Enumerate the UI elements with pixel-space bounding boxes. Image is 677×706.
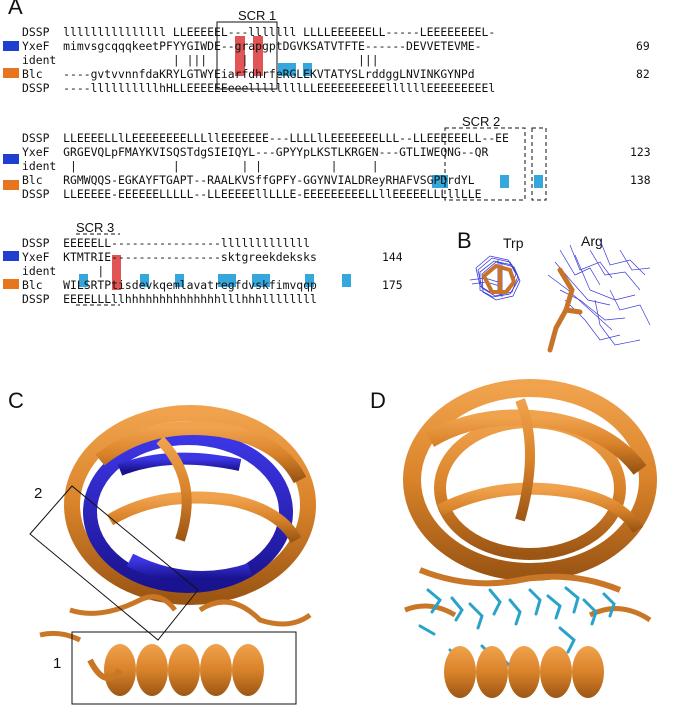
block3-yxef-seq: YxeF KTMTRIE----------------sktgreekdeksks — [22, 250, 317, 264]
panel-label-d: D — [370, 388, 386, 413]
panel-label-a: A — [8, 0, 23, 19]
block1-ident: ident | ||| | ||| — [22, 53, 379, 67]
block1-yxef-seq: YxeF mimvsgcqqqkeetPFYYGIWDE--grapgptDGVKSATVTFTE------DEVVETEVME- — [22, 39, 482, 53]
block2-blc-seq: Blc RGMWQQS-EGKAYFTGAPT--RAALKVSffGPFY-GGYNVIALDReyRHAFVSGPDrdYL — [22, 173, 475, 187]
block3-blc-seq: Blc WILSRTPtisdevkqemlavatregfdvskfimvqqp — [22, 278, 317, 292]
block3-dssp-top: DSSP EEEEELL----------------lllllllllllll — [22, 236, 311, 250]
block1-blc-seq: Blc ----gvtvvnnfdaKRYLGTWYEiarfdhrfeRGLEKVTATYSLrddggLNVINKGYNPd — [22, 67, 475, 81]
panel-c-protein — [30, 413, 310, 704]
block2-yxef-position: 123 — [630, 145, 651, 159]
block2-dssp-top: DSSP LLEEEELLlLEEEEEEEELLLllEEEEEEE---LLLLlLEEEEEEELLL--LLEEEEEELL--EE — [22, 131, 509, 145]
block1-dssp-top: DSSP lllllllllllllll LLEEEEEL---lllllll LLLLEEEEEELL-----LEEEEEEEEL- — [22, 25, 496, 39]
panel-c-helix — [104, 644, 264, 696]
block2-yxef-seq: YxeF GRGEVQLpFMAYKVISQSTdgSIEIQYL---GPYYpLKSTLKRGEN---GTLIWEQNG--QR — [22, 145, 489, 159]
block1-yxef-position: 69 — [636, 39, 650, 53]
block1-dssp-bot: DSSP ----llllllllllhHLLEEEEEEeeellllllllLLEEEEEEEEEEllllllEEEEEEEEEl — [22, 81, 496, 95]
panel-d-protein — [405, 388, 650, 698]
panel-c-box-1-label: 1 — [53, 655, 62, 672]
trp-label: Trp — [503, 235, 524, 251]
panel-d-helix — [444, 646, 604, 698]
scr3-label: SCR 3 — [76, 220, 115, 235]
block1-blc-position: 82 — [636, 67, 650, 81]
arg-label: Arg — [581, 233, 603, 249]
block2-ident: ident | | | | | | — [22, 159, 379, 173]
block3-yxef-position: 144 — [382, 250, 403, 264]
block3-ident: ident | — [22, 264, 105, 278]
scr1-label: SCR 1 — [238, 8, 277, 23]
block3-dssp-bot: DSSP EEEELLLllhhhhhhhhhhhhhhlllhhhllllllll — [22, 292, 317, 306]
panel-label-b: B — [457, 228, 472, 253]
block2-blc-position: 138 — [630, 173, 651, 187]
panel-c-box-2-label: 2 — [34, 485, 43, 502]
block3-blc-position: 175 — [382, 278, 403, 292]
block2-dssp-bot: DSSP LLEEEEE-EEEEEELLLLL--LLEEEEEllLLLE-EEEEEEEEELLllEEEEELLLllLLE — [22, 187, 482, 201]
scr2-label: SCR 2 — [462, 114, 501, 129]
panel-label-c: C — [8, 388, 24, 413]
